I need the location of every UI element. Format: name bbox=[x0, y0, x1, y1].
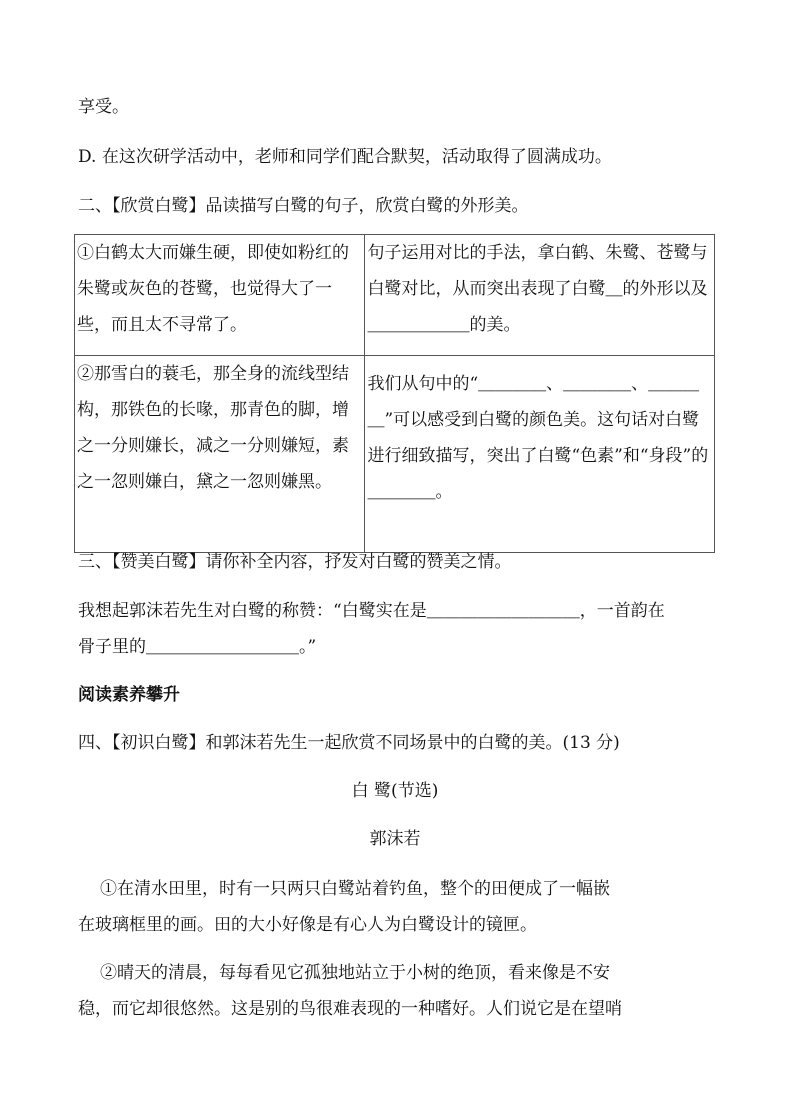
section3-title: 三、【赞美白鹭】请你补全内容，抒发对白鹭的赞美之情。 bbox=[78, 552, 512, 572]
paragraph-2-line-2: 稳，而它却很悠然。这是别的鸟很难表现的一种嗜好。人们说它是在望哨 bbox=[78, 999, 622, 1019]
line-enjoy: 享受。 bbox=[78, 97, 129, 117]
table-row bbox=[75, 235, 715, 356]
paragraph-2-line-1: ②晴天的清晨，每每看见它孤独地站立于小树的绝顶，看来像是不安 bbox=[100, 963, 610, 983]
table-cell-analysis-1: 句子运用对比的手法，拿白鹤、朱鹭、苍鹭与白鹭对比，从而突出表现了白鹭＿的外形以及＿＿＿＿＿＿的美。 bbox=[365, 235, 715, 356]
section3-p1: 我想起郭沫若先生对白鹭的称赞：“白鹭实在是＿＿＿＿＿＿＿＿＿，一首韵在 bbox=[78, 601, 665, 621]
article-title: 白 鹭(节选) bbox=[351, 781, 439, 801]
section2-title: 二、【欣赏白鹭】品读描写白鹭的句子，欣赏白鹭的外形美。 bbox=[78, 196, 529, 216]
article-author: 郭沫若 bbox=[369, 829, 421, 849]
analysis-table bbox=[74, 234, 715, 553]
table-cell-sentence-2: ②那雪白的蓑毛，那全身的流线型结构，那铁色的长喙，那青色的脚，增之一分则嫌长，减之一分则嫌短，素之一忽则嫌白，黛之一忽则嫌黑。 bbox=[75, 356, 365, 553]
option-d: D. 在这次研学活动中，老师和同学们配合默契，活动取得了圆满成功。 bbox=[78, 147, 612, 167]
table-row bbox=[75, 356, 715, 553]
question-4: 四、【初识白鹭】和郭沫若先生一起欣赏不同场景中的白鹭的美。(13 分) bbox=[78, 733, 620, 753]
table-cell-analysis-2: 我们从句中的“＿＿＿＿、＿＿＿＿、＿＿＿＿”可以感受到白鹭的颜色美。这句话对白鹭进行细致描写，突出了白鹭“色素”和“身段”的＿＿＿＿。 bbox=[365, 356, 715, 553]
paragraph-1-line-1: ①在清水田里，时有一只两只白鹭站着钓鱼，整个的田便成了一幅嵌 bbox=[100, 879, 610, 899]
table-cell-sentence-1: ①白鹤太大而嫌生硬，即使如粉红的朱鹭或灰色的苍鹭，也觉得大了一些，而且太不寻常了。 bbox=[75, 235, 365, 356]
paragraph-1-line-2: 在玻璃框里的画。田的大小好像是有心人为白鹭设计的镜匣。 bbox=[78, 915, 537, 935]
reading-heading: 阅读素养攀升 bbox=[78, 685, 180, 705]
section3-p2: 骨子里的＿＿＿＿＿＿＿＿＿。” bbox=[78, 637, 317, 657]
